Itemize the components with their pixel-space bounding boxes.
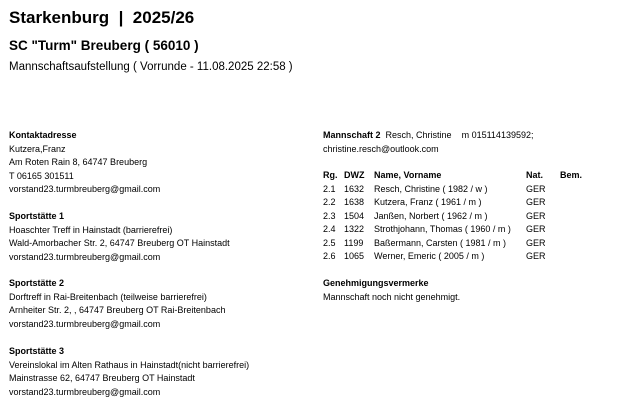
cell-bem (558, 250, 592, 264)
table-row (321, 183, 592, 197)
roster-header-row (321, 169, 592, 183)
venue-1-address: Wald-Amorbacher Str. 2, 64747 Breuberg OT Hainstadt (9, 238, 230, 248)
team-phone: m 015114139592; (461, 130, 534, 140)
venue-2-email: vorstand23.turmbreuberg@gmail.com (9, 318, 161, 329)
cell-nat: GER (526, 210, 546, 221)
cell-nat: GER (526, 251, 546, 261)
approval-block (323, 277, 460, 304)
cell-bem (558, 210, 592, 224)
cell-name: Strothjohann, Thomas ( 1960 / m ) (374, 224, 511, 234)
col-nat: Nat. (526, 170, 544, 180)
venue-2-block (9, 277, 225, 331)
lineup-info: Mannschaftsaufstellung ( Vorrunde - 11.08.2025 22:58 ) (9, 61, 293, 73)
cell-name: Baßermann, Carsten ( 1981 / m ) (374, 237, 507, 248)
cell-name: Werner, Emeric ( 2005 / m ) (374, 251, 485, 261)
cell-dwz: 1322 (344, 224, 365, 234)
cell-dwz: 1638 (344, 197, 365, 207)
team-heading: Mannschaft 2 (323, 130, 381, 140)
venue-3-block (9, 345, 249, 399)
cell-bem (558, 196, 592, 210)
team-email: christine.resch@outlook.com (323, 143, 439, 154)
cell-name: Kutzera, Franz ( 1961 / m ) (374, 197, 482, 207)
cell-nat: GER (526, 224, 546, 234)
team-title: SC "Turm" Breuberg ( 56010 ) (9, 38, 199, 53)
contact-phone: T 06165 301511 (9, 170, 74, 181)
venue-3-address: Mainstrasse 62, 64747 Breuberg OT Hainstadt (9, 373, 195, 383)
cell-dwz: 1504 (344, 210, 365, 221)
cell-rank: 2.4 (323, 224, 336, 234)
team-block (323, 129, 533, 156)
cell-dwz: 1065 (344, 251, 365, 261)
contact-block (9, 129, 160, 197)
venue-1-email: vorstand23.turmbreuberg@gmail.com (9, 251, 161, 262)
cell-bem (558, 183, 592, 197)
venue-2-address: Arnheiter Str. 2, , 64747 Breuberg OT Rai-Breitenbach (9, 305, 226, 315)
cell-rank: 2.2 (323, 197, 336, 207)
venue-1-block (9, 210, 230, 264)
table-row (321, 196, 592, 210)
contact-email: vorstand23.turmbreuberg@gmail.com (9, 184, 161, 194)
venue-1-name: Hoaschter Treff in Hainstadt (barrierefrei) (9, 224, 173, 235)
contact-heading: Kontaktadresse (9, 130, 77, 140)
page-title: Starkenburg | 2025/26 (9, 8, 195, 27)
contact-address: Am Roten Rain 8, 64747 Breuberg (9, 157, 148, 167)
cell-nat: GER (526, 237, 546, 248)
col-bem: Bem. (560, 170, 583, 180)
venue-3-email: vorstand23.turmbreuberg@gmail.com (9, 386, 161, 397)
venue-3-name: Vereinslokal im Alten Rathaus in Hainstadt(nicht barrierefrei) (9, 359, 250, 370)
roster-table (321, 169, 592, 264)
cell-dwz: 1199 (344, 237, 364, 248)
cell-nat: GER (526, 197, 546, 207)
venue-3-heading: Sportstätte 3 (9, 346, 65, 356)
cell-nat: GER (526, 183, 546, 194)
cell-rank: 2.3 (323, 210, 336, 221)
contact-name: Kutzera,Franz (9, 143, 66, 154)
cell-name: Resch, Christine ( 1982 / w ) (374, 183, 488, 194)
col-dwz: DWZ (344, 170, 365, 180)
cell-dwz: 1632 (344, 183, 365, 194)
table-row (321, 250, 592, 264)
cell-rank: 2.5 (323, 237, 336, 248)
approval-text: Mannschaft noch nicht genehmigt. (323, 291, 461, 302)
col-name: Name, Vorname (374, 170, 442, 180)
cell-rank: 2.1 (323, 183, 336, 194)
table-row (321, 237, 592, 251)
cell-rank: 2.6 (323, 251, 336, 261)
team-captain: Resch, Christine (385, 130, 452, 140)
venue-2-name: Dorftreff in Rai-Breitenbach (teilweise barrierefrei) (9, 291, 207, 302)
venue-1-heading: Sportstätte 1 (9, 211, 65, 221)
cell-name: Janßen, Norbert ( 1962 / m ) (374, 210, 488, 221)
approval-heading: Genehmigungsvermerke (323, 278, 429, 288)
venue-2-heading: Sportstätte 2 (9, 278, 65, 288)
col-rank: Rg. (323, 170, 338, 180)
table-row (321, 223, 592, 237)
cell-bem (558, 237, 592, 251)
table-row (321, 210, 592, 224)
cell-bem (558, 223, 592, 237)
